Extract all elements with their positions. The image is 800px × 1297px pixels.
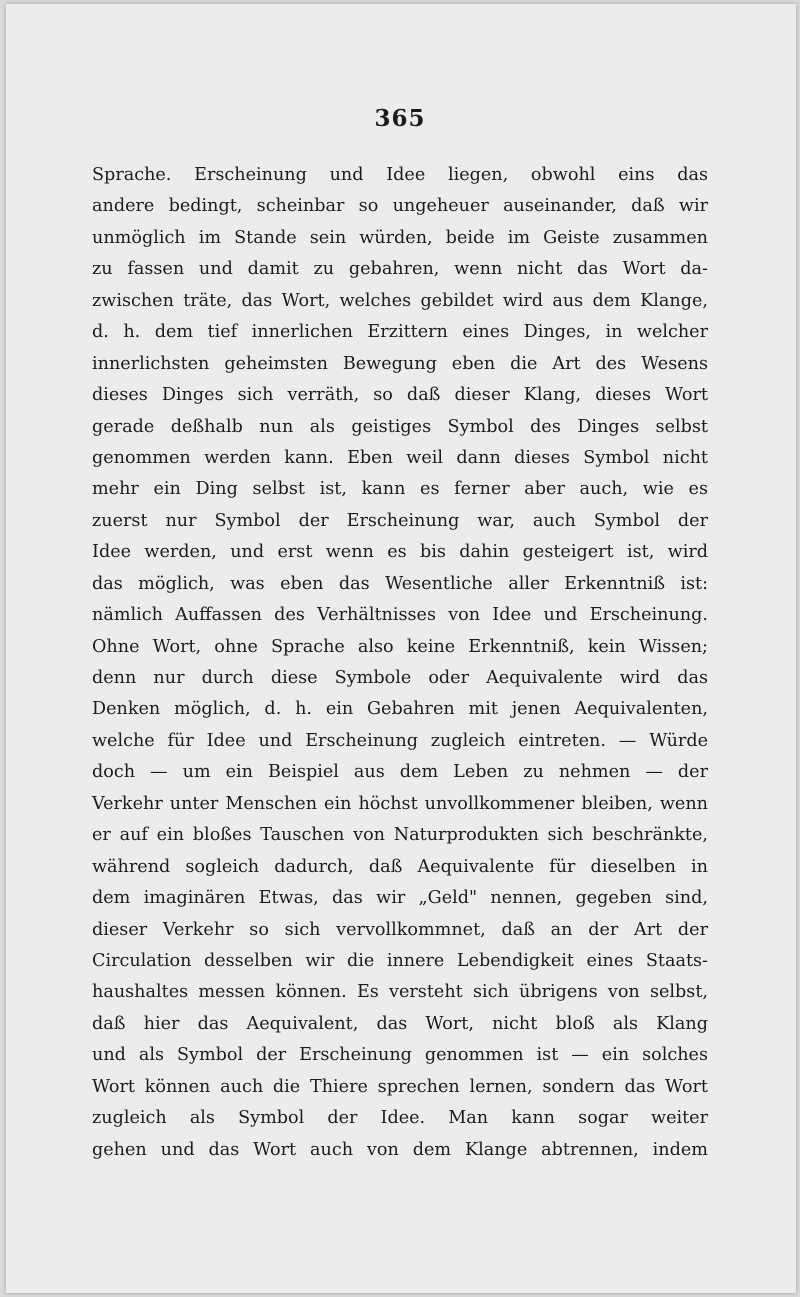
text-line: Idee werden, und erst wenn es bis dahin gesteigert ist, wird (92, 542, 708, 563)
text-line: zu fassen und damit zu gebahren, wenn nicht das Wort da- (92, 259, 708, 280)
text-line: Sprache. Erscheinung und Idee liegen, obwohl eins das (92, 165, 708, 185)
text-line: innerlichsten geheimsten Bewegung eben die Art des Wesens (92, 353, 708, 374)
text-line: Denken möglich, d. h. ein Gebahren mit jenen Aequivalenten, (92, 699, 708, 720)
text-line: zugleich als Symbol der Idee. Man kann sogar weiter (92, 1108, 708, 1129)
text-line: Ohne Wort, ohne Sprache also keine Erkenntniß, kein Wissen; (92, 636, 708, 657)
text-line: während sogleich dadurch, daß Aequivalente für dieselben in (92, 856, 708, 877)
text-line: dieser Verkehr so sich vervollkommnet, daß an der Art der (92, 919, 708, 940)
text-line: zwischen träte, das Wort, welches gebildet wird aus dem Klange, (92, 290, 708, 311)
text-line: er auf ein bloßes Tauschen von Naturprodukten sich beschränkte, (92, 825, 708, 846)
text-line: das möglich, was eben das Wesentliche aller Erkenntniß ist: (92, 573, 708, 594)
text-line: andere bedingt, scheinbar so ungeheuer auseinander, daß wir (92, 196, 708, 217)
page-number: 365 (374, 105, 426, 132)
text-line: nämlich Auffassen des Verhältnisses von Idee und Erscheinung. (92, 605, 708, 626)
text-line: gehen und das Wort auch von dem Klange abtrennen, indem (92, 1139, 708, 1160)
text-line: genommen werden kann. Eben weil dann dieses Symbol nicht (92, 447, 708, 468)
body-text (92, 160, 708, 1166)
text-line: Verkehr unter Menschen ein höchst unvollkommener bleiben, wenn (92, 793, 708, 814)
text-line: daß hier das Aequivalent, das Wort, nicht bloß als Klang (92, 1013, 708, 1034)
text-line: welche für Idee und Erscheinung zugleich eintreten. — Würde (92, 730, 708, 751)
text-line: Circulation desselben wir die innere Lebendigkeit eines Staats- (92, 950, 708, 971)
text-line: zuerst nur Symbol der Erscheinung war, auch Symbol der (92, 510, 708, 531)
text-line: und als Symbol der Erscheinung genommen ist — ein solches (92, 1045, 708, 1066)
text-line: mehr ein Ding selbst ist, kann es ferner aber auch, wie es (92, 479, 708, 500)
text-line: gerade deßhalb nun als geistiges Symbol des Dinges selbst (92, 416, 708, 437)
text-line: doch — um ein Beispiel aus dem Leben zu nehmen — der (92, 762, 708, 783)
text-line: Wort können auch die Thiere sprechen lernen, sondern das Wort (92, 1076, 708, 1097)
text-line: dieses Dinges sich verräth, so daß dieser Klang, dieses Wort (92, 385, 708, 406)
text-line: unmöglich im Stande sein würden, beide im Geiste zusammen (92, 227, 708, 248)
text-line: dem imaginären Etwas, das wir „Geld" nennen, gegeben sind, (92, 888, 708, 909)
text-line: denn nur durch diese Symbole oder Aequivalente wird das (92, 668, 708, 688)
text-line: haushaltes messen können. Es versteht sich übrigens von selbst, (92, 982, 708, 1003)
text-line: d. h. dem tief innerlichen Erzittern eines Dinges, in welcher (92, 322, 708, 343)
